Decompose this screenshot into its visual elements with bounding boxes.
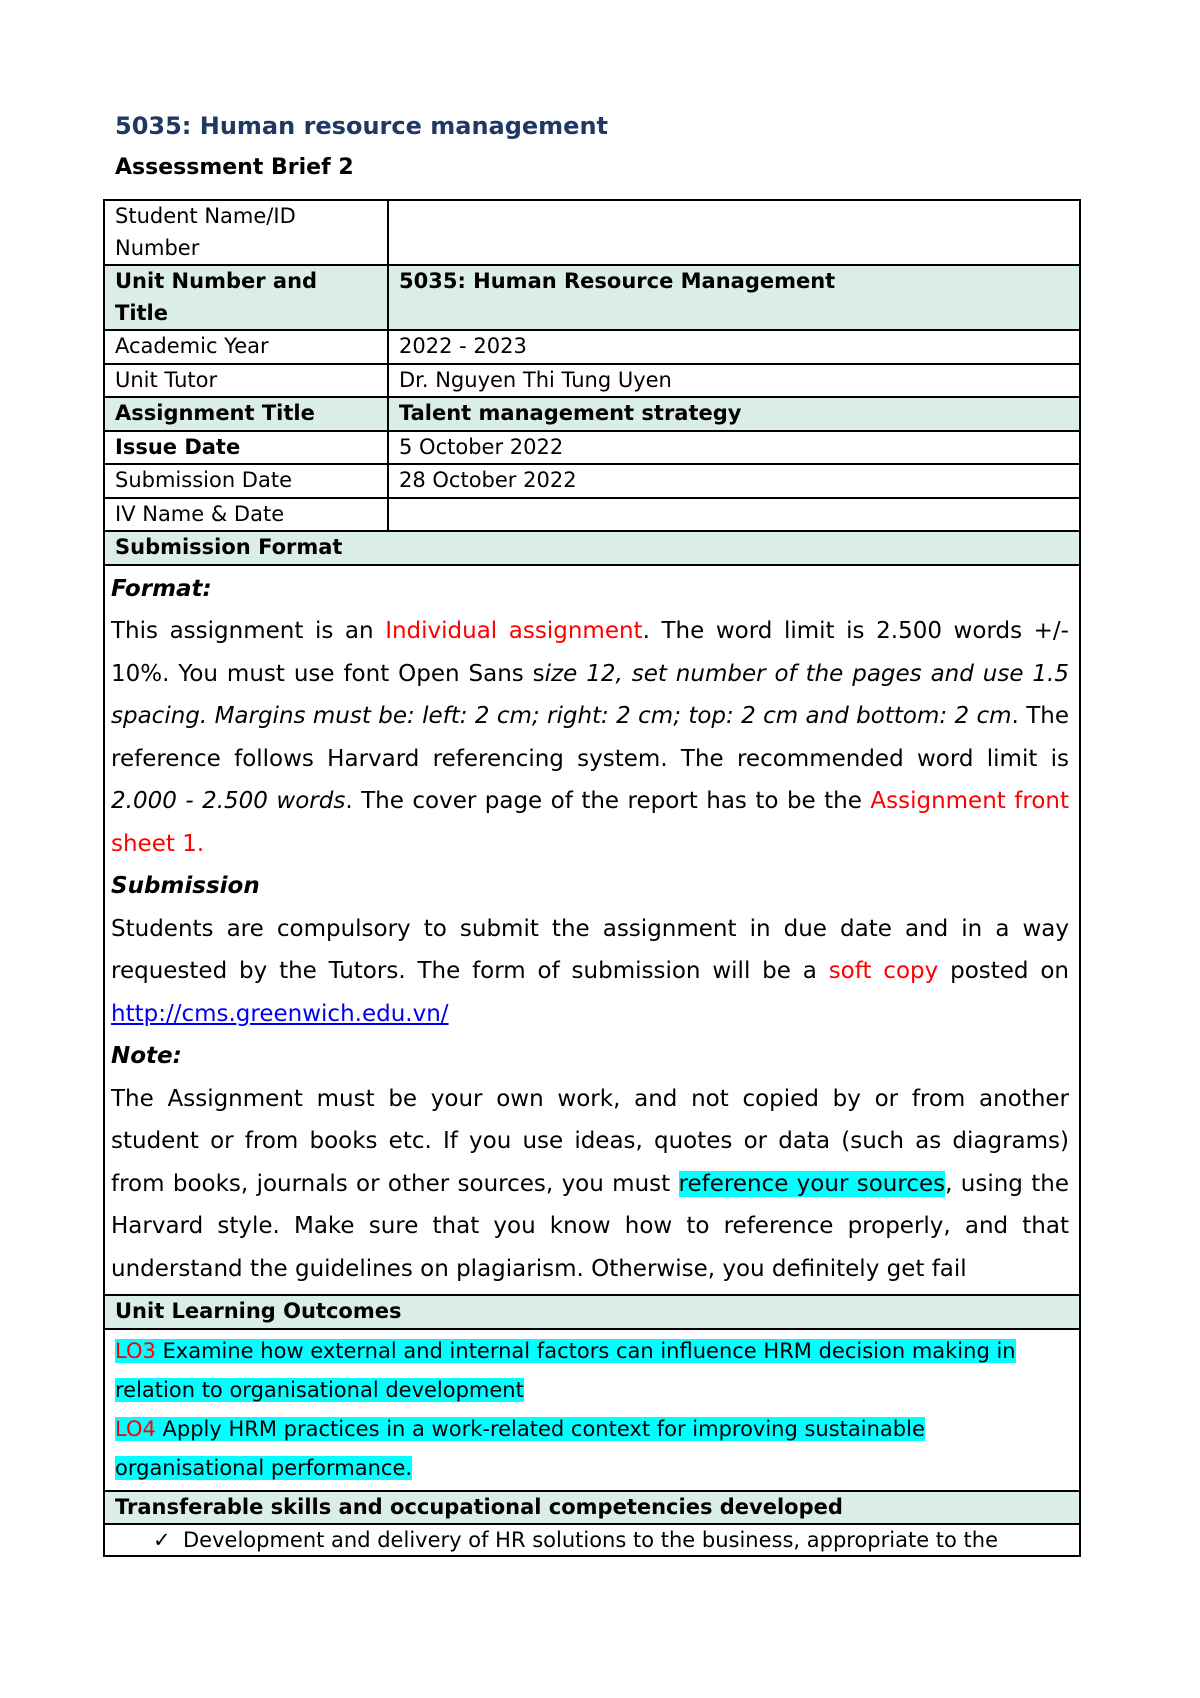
format-label: Format: (111, 575, 212, 602)
learning-outcomes-list (104, 1329, 1080, 1491)
info-label: Student Name/ID Number (104, 200, 388, 265)
section-skills (104, 1491, 1080, 1525)
info-row-student (104, 200, 1080, 265)
skills-body (104, 1524, 1080, 1556)
section-heading: Transferable skills and occupational competencies developed (104, 1491, 1080, 1525)
note-label: Note: (111, 1043, 182, 1069)
cms-link[interactable]: http://cms.greenwich.edu.vn/ (111, 1000, 449, 1027)
submission-format-body (104, 565, 1080, 1296)
info-value: Talent management strategy (388, 397, 1080, 431)
front-sheet-text: Assignment front sheet 1. (111, 788, 1069, 857)
individual-assignment-text: Individual assignment (385, 618, 643, 644)
note-paragraph: The Assignment must be your own work, and not copied by or from another student or from books etc. If you use ideas, quotes or data (such as diagrams) from books, journals or other sources, you must reference your sources, using the Harvard style. Make sure that you know how to reference properly, and that understand the guidelines on plagiarism. Otherwise, you definitely get fail (111, 1085, 1069, 1282)
info-label: Academic Year (104, 330, 388, 364)
submission-label: Submission (111, 873, 260, 899)
info-value: 28 October 2022 (388, 464, 1080, 498)
submission-format-text (104, 565, 1080, 1296)
submission-paragraph: Students are compulsory to submit the assignment in due date and in a way requested by the Tutors. The form of submission will be a soft copy posted on http://cms.greenwich.edu.vn/ (111, 915, 1069, 1027)
section-heading: Unit Learning Outcomes (104, 1295, 1080, 1329)
info-row-issue-date (104, 431, 1080, 465)
assessment-brief-title: Assessment Brief 2 (115, 155, 354, 180)
reference-highlight: reference your sources (678, 1170, 946, 1197)
info-row-year (104, 330, 1080, 364)
skill-item: ✓ Development and delivery of HR solutions to the business, appropriate to the (104, 1524, 1080, 1556)
learning-outcome-item: LO4 Apply HRM practices in a work-related context for improving sustainable organisational performance. (115, 1416, 925, 1480)
info-label: Unit Tutor (104, 364, 388, 398)
course-title: 5035: Human resource management (115, 112, 609, 140)
info-value: 5 October 2022 (388, 431, 1080, 465)
checkmark-icon: ✓ (153, 1528, 171, 1552)
info-label: IV Name & Date (104, 498, 388, 532)
info-value: Dr. Nguyen Thi Tung Uyen (388, 364, 1080, 398)
info-value (388, 200, 1080, 265)
info-row-submission-date (104, 464, 1080, 498)
format-paragraph: This assignment is an Individual assignment. The word limit is 2.500 words +/- 10%. You must use font Open Sans size 12, set number of the pages and use 1.5 spacing. Margins must be: left: 2 cm; right: 2 cm; top: 2 cm and bottom: 2 cm. The reference follows Harvard referencing system. The recommended word limit is 2.000 - 2.500 words. The cover page of the report has to be the Assignment front sheet 1. (111, 618, 1069, 857)
info-row-tutor (104, 364, 1080, 398)
info-row-unit (104, 265, 1080, 330)
learning-outcomes-body (104, 1329, 1080, 1491)
info-value: 5035: Human Resource Management (388, 265, 1080, 330)
section-submission-format (104, 531, 1080, 565)
learning-outcome-item: LO3 Examine how external and internal factors can influence HRM decision making in relation to organisational development (115, 1338, 1016, 1402)
info-label: Issue Date (104, 431, 388, 465)
info-value: 2022 - 2023 (388, 330, 1080, 364)
info-label: Submission Date (104, 464, 388, 498)
section-heading: Submission Format (104, 531, 1080, 565)
section-learning-outcomes (104, 1295, 1080, 1329)
info-row-iv (104, 498, 1080, 532)
info-label: Unit Number and Title (104, 265, 388, 330)
info-row-assignment-title (104, 397, 1080, 431)
info-label: Assignment Title (104, 397, 388, 431)
info-value (388, 498, 1080, 532)
soft-copy-text: soft copy (828, 958, 939, 984)
assessment-brief-table (103, 199, 1081, 1557)
